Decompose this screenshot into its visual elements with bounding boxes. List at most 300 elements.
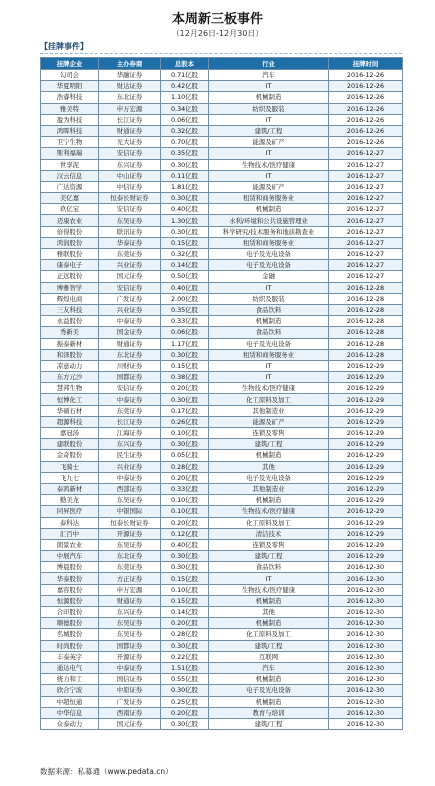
cell-shares: 0.30亿股 [161, 394, 209, 405]
cell-company: 同昇医疗 [41, 506, 99, 517]
cell-company: 飞九七 [41, 472, 99, 483]
cell-industry: 租赁和商务服务业 [209, 237, 329, 248]
table-row [41, 640, 403, 651]
cell-date: 2016-12-27 [329, 260, 403, 271]
cell-shares: 0.20亿股 [161, 472, 209, 483]
cell-shares: 0.30亿股 [161, 159, 209, 170]
cell-company: 鸿晖科技 [41, 125, 99, 136]
table-row [41, 517, 403, 528]
cell-date: 2016-12-29 [329, 506, 403, 517]
cell-industry: 机械制造 [209, 595, 329, 606]
cell-company: 朗景农业 [41, 539, 99, 550]
cell-broker: 东莞证券 [99, 249, 161, 260]
cell-broker: 开源证券 [99, 651, 161, 662]
cell-industry: 机械制造 [209, 204, 329, 215]
table-row [41, 70, 403, 81]
cell-shares: 0.40亿股 [161, 204, 209, 215]
cell-date: 2016-12-29 [329, 360, 403, 371]
section-heading: 【挂牌事件】 [40, 42, 88, 51]
table-row [41, 450, 403, 461]
cell-company: 金奇股份 [41, 450, 99, 461]
cell-shares: 0.32亿股 [161, 249, 209, 260]
table-row [41, 428, 403, 439]
cell-industry: 机械制造 [209, 618, 329, 629]
cell-broker: 广发证券 [99, 696, 161, 707]
cell-date: 2016-12-29 [329, 495, 403, 506]
table-row [41, 349, 403, 360]
cell-date: 2016-12-30 [329, 674, 403, 685]
table-row [41, 92, 403, 103]
cell-date: 2016-12-29 [329, 450, 403, 461]
table-row [41, 551, 403, 562]
table-row [41, 316, 403, 327]
cell-date: 2016-12-30 [329, 651, 403, 662]
cell-shares: 0.25亿股 [161, 696, 209, 707]
cell-shares: 0.70亿股 [161, 137, 209, 148]
listing-table-container [40, 57, 402, 730]
cell-date: 2016-12-27 [329, 271, 403, 282]
cell-date: 2016-12-30 [329, 707, 403, 718]
cell-industry: 食品饮料 [209, 304, 329, 315]
table-row [41, 226, 403, 237]
cell-broker: 民生证券 [99, 450, 161, 461]
section-divider [40, 53, 402, 54]
cell-industry: 能源及矿产 [209, 181, 329, 192]
cell-company: 美亿嘉 [41, 193, 99, 204]
cell-industry: 食品饮料 [209, 327, 329, 338]
cell-date: 2016-12-27 [329, 237, 403, 248]
cell-broker: 东兴证券 [99, 439, 161, 450]
table-row [41, 159, 403, 170]
cell-industry: 电子及光电设备 [209, 338, 329, 349]
cell-company: 华夏明阳 [41, 81, 99, 92]
cell-date: 2016-12-28 [329, 282, 403, 293]
cell-shares: 0.33亿股 [161, 316, 209, 327]
cell-company: 中华信息 [41, 707, 99, 718]
cell-shares: 0.14亿股 [161, 260, 209, 271]
cell-broker: 兴业证券 [99, 461, 161, 472]
cell-industry: 生物技术/医疗健康 [209, 584, 329, 595]
cell-company: 和泽股份 [41, 349, 99, 360]
cell-date: 2016-12-30 [329, 618, 403, 629]
cell-broker: 中信证券 [99, 181, 161, 192]
cell-shares: 0.28亿股 [161, 461, 209, 472]
cell-company: 通达电气 [41, 662, 99, 673]
table-row [41, 607, 403, 618]
header-company: 挂牌企业 [41, 58, 99, 70]
cell-industry: 建筑/工程 [209, 718, 329, 729]
cell-shares: 0.50亿股 [161, 271, 209, 282]
cell-shares: 0.35亿股 [161, 304, 209, 315]
cell-industry: 汽车 [209, 70, 329, 81]
cell-industry: 科学研究/技术服务和地质勘查业 [209, 226, 329, 237]
cell-company: 慧邦生物 [41, 383, 99, 394]
cell-industry: 电子及光电设备 [209, 260, 329, 271]
cell-broker: 财通证券 [99, 125, 161, 136]
cell-industry: 互联网 [209, 651, 329, 662]
cell-broker: 国都证券 [99, 372, 161, 383]
cell-company: 浩睿科技 [41, 92, 99, 103]
cell-industry: IT [209, 573, 329, 584]
cell-company: 丰泰英宇 [41, 651, 99, 662]
cell-broker: 东北证券 [99, 349, 161, 360]
cell-shares: 0.15亿股 [161, 237, 209, 248]
cell-shares: 0.20亿股 [161, 618, 209, 629]
cell-broker: 开源证券 [99, 528, 161, 539]
cell-industry: 纺织及服装 [209, 103, 329, 114]
table-row [41, 215, 403, 226]
cell-industry: IT [209, 170, 329, 181]
cell-industry: 化工原料及加工 [209, 394, 329, 405]
cell-shares: 0.33亿股 [161, 483, 209, 494]
cell-shares: 0.15亿股 [161, 595, 209, 606]
table-row [41, 327, 403, 338]
cell-shares: 0.10亿股 [161, 584, 209, 595]
cell-shares: 0.30亿股 [161, 349, 209, 360]
cell-broker: 安信证券 [99, 204, 161, 215]
table-row [41, 674, 403, 685]
table-row [41, 584, 403, 595]
cell-company: 勤美龙 [41, 495, 99, 506]
table-row [41, 103, 403, 114]
cell-company: 汉云信息 [41, 170, 99, 181]
cell-broker: 中泰证券 [99, 662, 161, 673]
cell-date: 2016-12-28 [329, 349, 403, 360]
cell-shares: 0.10亿股 [161, 428, 209, 439]
cell-company: 中展汽车 [41, 551, 99, 562]
cell-broker: 中泰证券 [99, 394, 161, 405]
cell-broker: 兴业证券 [99, 304, 161, 315]
table-row [41, 718, 403, 729]
cell-broker: 华融证券 [99, 70, 161, 81]
cell-shares: 0.15亿股 [161, 573, 209, 584]
cell-date: 2016-12-27 [329, 215, 403, 226]
table-row [41, 260, 403, 271]
cell-company: 顺德股份 [41, 618, 99, 629]
table-row [41, 114, 403, 125]
cell-shares: 0.28亿股 [161, 629, 209, 640]
cell-date: 2016-12-30 [329, 595, 403, 606]
cell-industry: 机械制造 [209, 495, 329, 506]
table-row [41, 495, 403, 506]
cell-industry: 机械制造 [209, 92, 329, 103]
cell-industry: 连锁及零售 [209, 428, 329, 439]
cell-broker: 华泰证券 [99, 237, 161, 248]
cell-company: 广达资源 [41, 181, 99, 192]
cell-industry: 生物技术/医疗健康 [209, 506, 329, 517]
cell-shares: 1.81亿股 [161, 181, 209, 192]
cell-shares: 0.06亿股 [161, 114, 209, 125]
cell-date: 2016-12-27 [329, 204, 403, 215]
cell-industry: 纺织及服装 [209, 293, 329, 304]
cell-broker: 东北证券 [99, 92, 161, 103]
cell-broker: 东北证券 [99, 551, 161, 562]
data-source-note: 数据来源：私募通（www.pedata.cn） [40, 767, 173, 776]
cell-company: 名城股份 [41, 629, 99, 640]
cell-broker: 恒泰长财证券 [99, 517, 161, 528]
cell-shares: 0.71亿股 [161, 70, 209, 81]
cell-broker: 西部证券 [99, 483, 161, 494]
table-row [41, 483, 403, 494]
cell-date: 2016-12-27 [329, 226, 403, 237]
cell-date: 2016-12-29 [329, 461, 403, 472]
cell-broker: 财达证券 [99, 81, 161, 92]
cell-shares: 0.20亿股 [161, 707, 209, 718]
cell-industry: 机械制造 [209, 696, 329, 707]
cell-date: 2016-12-29 [329, 483, 403, 494]
cell-broker: 东吴证券 [99, 495, 161, 506]
cell-broker: 东兴证券 [99, 607, 161, 618]
cell-industry: 食品饮料 [209, 562, 329, 573]
cell-company: 时尚股份 [41, 640, 99, 651]
cell-date: 2016-12-29 [329, 439, 403, 450]
cell-date: 2016-12-29 [329, 472, 403, 483]
cell-shares: 0.38亿股 [161, 372, 209, 383]
cell-broker: 方正证券 [99, 573, 161, 584]
table-row [41, 148, 403, 159]
cell-shares: 0.14亿股 [161, 607, 209, 618]
cell-industry: IT [209, 360, 329, 371]
cell-shares: 0.11亿股 [161, 170, 209, 181]
cell-industry: 能源及矿产 [209, 416, 329, 427]
table-row [41, 573, 403, 584]
cell-broker: 川财证券 [99, 360, 161, 371]
cell-industry: 金融 [209, 271, 329, 282]
cell-company: 华硕石材 [41, 405, 99, 416]
cell-broker: 财通证券 [99, 595, 161, 606]
cell-shares: 0.26亿股 [161, 416, 209, 427]
header-industry: 行业 [209, 58, 329, 70]
table-row [41, 181, 403, 192]
cell-company: 泰科达 [41, 517, 99, 528]
table-row [41, 193, 403, 204]
cell-industry: 化工原料及加工 [209, 517, 329, 528]
table-row [41, 394, 403, 405]
cell-shares: 0.30亿股 [161, 226, 209, 237]
cell-date: 2016-12-26 [329, 103, 403, 114]
cell-date: 2016-12-26 [329, 137, 403, 148]
cell-company: 凉意动力 [41, 360, 99, 371]
cell-shares: 2.00亿股 [161, 293, 209, 304]
cell-date: 2016-12-30 [329, 584, 403, 595]
cell-shares: 1.30亿股 [161, 215, 209, 226]
cell-industry: 建筑/工程 [209, 551, 329, 562]
cell-shares: 0.12亿股 [161, 528, 209, 539]
cell-company: 盈为科技 [41, 114, 99, 125]
cell-shares: 0.55亿股 [161, 674, 209, 685]
cell-broker: 申万宏源 [99, 584, 161, 595]
cell-company: 恒源股份 [41, 595, 99, 606]
cell-broker: 国元证券 [99, 718, 161, 729]
table-row [41, 383, 403, 394]
cell-shares: 1.10亿股 [161, 92, 209, 103]
table-row [41, 170, 403, 181]
cell-date: 2016-12-29 [329, 405, 403, 416]
cell-broker: 东莞证券 [99, 405, 161, 416]
cell-date: 2016-12-29 [329, 539, 403, 550]
cell-company: 嘉容股份 [41, 584, 99, 595]
cell-company: 飞骑士 [41, 461, 99, 472]
table-row [41, 461, 403, 472]
cell-date: 2016-12-29 [329, 528, 403, 539]
table-row [41, 629, 403, 640]
cell-company: 雅联股份 [41, 249, 99, 260]
cell-broker: 东吴证券 [99, 618, 161, 629]
table-row [41, 472, 403, 483]
cell-industry: 租赁和商务服务业 [209, 193, 329, 204]
cell-date: 2016-12-28 [329, 316, 403, 327]
cell-shares: 0.20亿股 [161, 517, 209, 528]
cell-broker: 国都证券 [99, 640, 161, 651]
cell-industry: 其他制造业 [209, 405, 329, 416]
cell-date: 2016-12-30 [329, 718, 403, 729]
table-row [41, 204, 403, 215]
cell-industry: 汽车 [209, 662, 329, 673]
table-row [41, 81, 403, 92]
cell-date: 2016-12-29 [329, 551, 403, 562]
cell-date: 2016-12-27 [329, 148, 403, 159]
table-header-row [41, 58, 403, 70]
table-row [41, 282, 403, 293]
cell-date: 2016-12-30 [329, 562, 403, 573]
cell-company: 辉煌电商 [41, 293, 99, 304]
cell-date: 2016-12-27 [329, 249, 403, 260]
cell-broker: 东吴证券 [99, 539, 161, 550]
cell-industry: 建筑/工程 [209, 640, 329, 651]
cell-industry: 化工原料及加工 [209, 629, 329, 640]
cell-date: 2016-12-28 [329, 293, 403, 304]
cell-date: 2016-12-29 [329, 394, 403, 405]
table-row [41, 528, 403, 539]
listing-table [40, 57, 403, 730]
cell-broker: 联讯证券 [99, 226, 161, 237]
page-title: 本周新三板事件 [171, 12, 263, 27]
table-body [41, 70, 403, 730]
cell-broker: 中原证券 [99, 685, 161, 696]
cell-company: 统力和工 [41, 674, 99, 685]
table-row [41, 137, 403, 148]
table-row [41, 595, 403, 606]
table-row [41, 685, 403, 696]
cell-industry: IT [209, 81, 329, 92]
cell-company: 康泰电子 [41, 260, 99, 271]
cell-shares: 0.35亿股 [161, 148, 209, 159]
cell-broker: 东兴证券 [99, 159, 161, 170]
cell-company: 博雅智学 [41, 282, 99, 293]
cell-company: 泰鸿新材 [41, 483, 99, 494]
cell-shares: 0.30亿股 [161, 562, 209, 573]
cell-broker: 中山证券 [99, 170, 161, 181]
cell-shares: 0.30亿股 [161, 193, 209, 204]
cell-company: 鸿润股份 [41, 237, 99, 248]
cell-shares: 0.30亿股 [161, 640, 209, 651]
cell-industry: 其他 [209, 461, 329, 472]
cell-industry: IT [209, 282, 329, 293]
cell-shares: 0.15亿股 [161, 360, 209, 371]
cell-shares: 0.10亿股 [161, 495, 209, 506]
cell-shares: 0.17亿股 [161, 405, 209, 416]
cell-broker: 中泰证券 [99, 316, 161, 327]
cell-shares: 0.42亿股 [161, 81, 209, 92]
table-row [41, 506, 403, 517]
cell-company: 倍得股份 [41, 226, 99, 237]
cell-shares: 0.22亿股 [161, 651, 209, 662]
table-row [41, 696, 403, 707]
cell-shares: 0.20亿股 [161, 383, 209, 394]
cell-company: 欣合宁波 [41, 685, 99, 696]
table-row [41, 651, 403, 662]
cell-industry: IT [209, 372, 329, 383]
cell-industry: 电子及光电设备 [209, 472, 329, 483]
cell-broker: 广发证券 [99, 293, 161, 304]
cell-shares: 0.40亿股 [161, 539, 209, 550]
cell-date: 2016-12-29 [329, 517, 403, 528]
cell-company: 合印股份 [41, 607, 99, 618]
cell-industry: 电子及光电设备 [209, 685, 329, 696]
cell-company: 永益股份 [41, 316, 99, 327]
cell-date: 2016-12-30 [329, 607, 403, 618]
cell-shares: 0.34亿股 [161, 103, 209, 114]
cell-date: 2016-12-30 [329, 640, 403, 651]
cell-shares: 0.32亿股 [161, 125, 209, 136]
cell-company: 三友科技 [41, 304, 99, 315]
cell-shares: 0.30亿股 [161, 551, 209, 562]
cell-company: 卫宁生物 [41, 137, 99, 148]
table-row [41, 416, 403, 427]
cell-date: 2016-12-26 [329, 92, 403, 103]
cell-company: 世享泥 [41, 159, 99, 170]
cell-industry: IT [209, 148, 329, 159]
cell-date: 2016-12-28 [329, 327, 403, 338]
cell-industry: 机械制造 [209, 450, 329, 461]
cell-broker: 安信证券 [99, 383, 161, 394]
cell-date: 2016-12-29 [329, 383, 403, 394]
table-row [41, 249, 403, 260]
cell-company: 玖亿宝 [41, 204, 99, 215]
table-row [41, 293, 403, 304]
cell-industry: 租赁和商务服务业 [209, 349, 329, 360]
cell-company: 华泰股份 [41, 573, 99, 584]
cell-date: 2016-12-26 [329, 81, 403, 92]
cell-broker: 安信证券 [99, 282, 161, 293]
cell-date: 2016-12-30 [329, 685, 403, 696]
cell-broker: 国元证券 [99, 271, 161, 282]
cell-broker: 江海证券 [99, 428, 161, 439]
cell-date: 2016-12-27 [329, 181, 403, 192]
cell-broker: 国金证券 [99, 327, 161, 338]
cell-date: 2016-12-30 [329, 573, 403, 584]
cell-broker: 中泰证券 [99, 472, 161, 483]
table-row [41, 360, 403, 371]
cell-industry: 建筑/工程 [209, 125, 329, 136]
cell-company: 众泰动力 [41, 718, 99, 729]
header-broker: 主办券商 [99, 58, 161, 70]
cell-industry: 连锁及零售 [209, 539, 329, 550]
cell-company: 斯利福瑞 [41, 148, 99, 159]
cell-industry: 建筑/工程 [209, 439, 329, 450]
cell-broker: 光大证券 [99, 137, 161, 148]
cell-company: 雅美特 [41, 103, 99, 114]
cell-shares: 0.30亿股 [161, 718, 209, 729]
cell-broker: 西南证券 [99, 707, 161, 718]
table-row [41, 304, 403, 315]
cell-shares: 1.51亿股 [161, 662, 209, 673]
cell-industry: 其他制造业 [209, 483, 329, 494]
cell-date: 2016-12-29 [329, 428, 403, 439]
cell-industry: 教育与培训 [209, 707, 329, 718]
cell-company: 振泰新材 [41, 338, 99, 349]
table-row [41, 539, 403, 550]
